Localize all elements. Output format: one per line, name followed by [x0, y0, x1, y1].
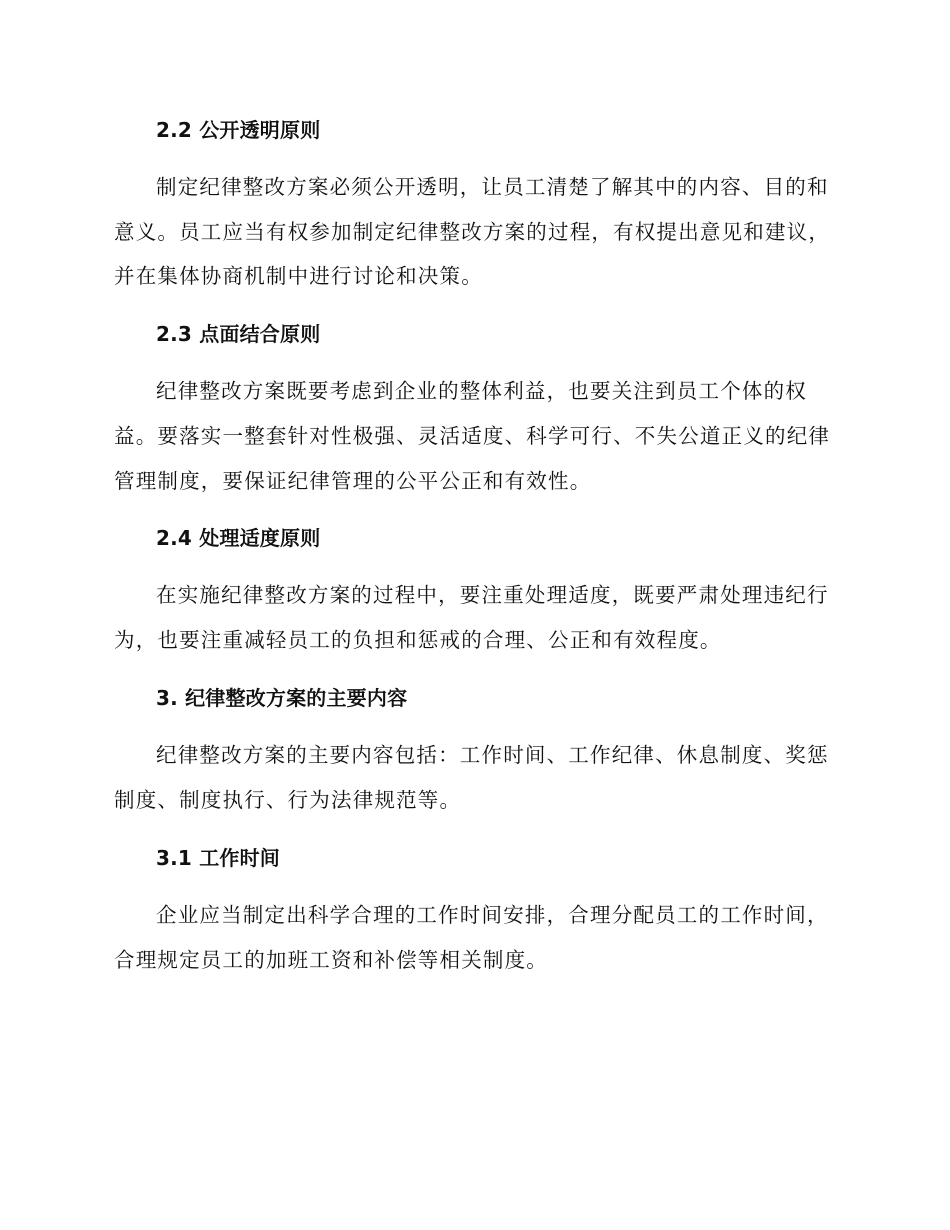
paragraph-line: 制定纪律整改方案必须公开透明，让员工清楚了解其中的内容、目的和: [156, 175, 829, 199]
paragraph-line: 并在集体协商机制中进行讨论和决策。: [114, 264, 483, 288]
paragraph-line: 管理制度，要保证纪律管理的公平公正和有效性。: [114, 469, 592, 493]
paragraph-line: 意义。员工应当有权参加制定纪律整改方案的过程，有权提出意见和建议，: [114, 220, 831, 244]
section-heading: 3.1 工作时间: [156, 846, 280, 870]
section-heading: 2.3 点面结合原则: [156, 322, 321, 346]
section-heading: 2.2 公开透明原则: [156, 118, 321, 142]
paragraph-line: 纪律整改方案的主要内容包括：工作时间、工作纪律、休息制度、奖惩: [156, 743, 829, 767]
paragraph-line: 在实施纪律整改方案的过程中，要注重处理适度，既要严肃处理违纪行: [156, 583, 829, 607]
paragraph-line: 制度、制度执行、行为法律规范等。: [114, 788, 462, 812]
paragraph-line: 纪律整改方案既要考虑到企业的整体利益，也要关注到员工个体的权: [156, 379, 807, 403]
paragraph-line: 为，也要注重减轻员工的负担和惩戒的合理、公正和有效程度。: [114, 628, 722, 652]
paragraph-line: 合理规定员工的加班工资和补偿等相关制度。: [114, 948, 548, 972]
paragraph-line: 企业应当制定出科学合理的工作时间安排，合理分配员工的工作时间，: [156, 903, 829, 927]
section-heading: 3. 纪律整改方案的主要内容: [156, 686, 408, 710]
paragraph-line: 益。要落实一整套针对性极强、灵活适度、科学可行、不失公道正义的纪律: [114, 424, 831, 448]
section-heading: 2.4 处理适度原则: [156, 526, 321, 550]
